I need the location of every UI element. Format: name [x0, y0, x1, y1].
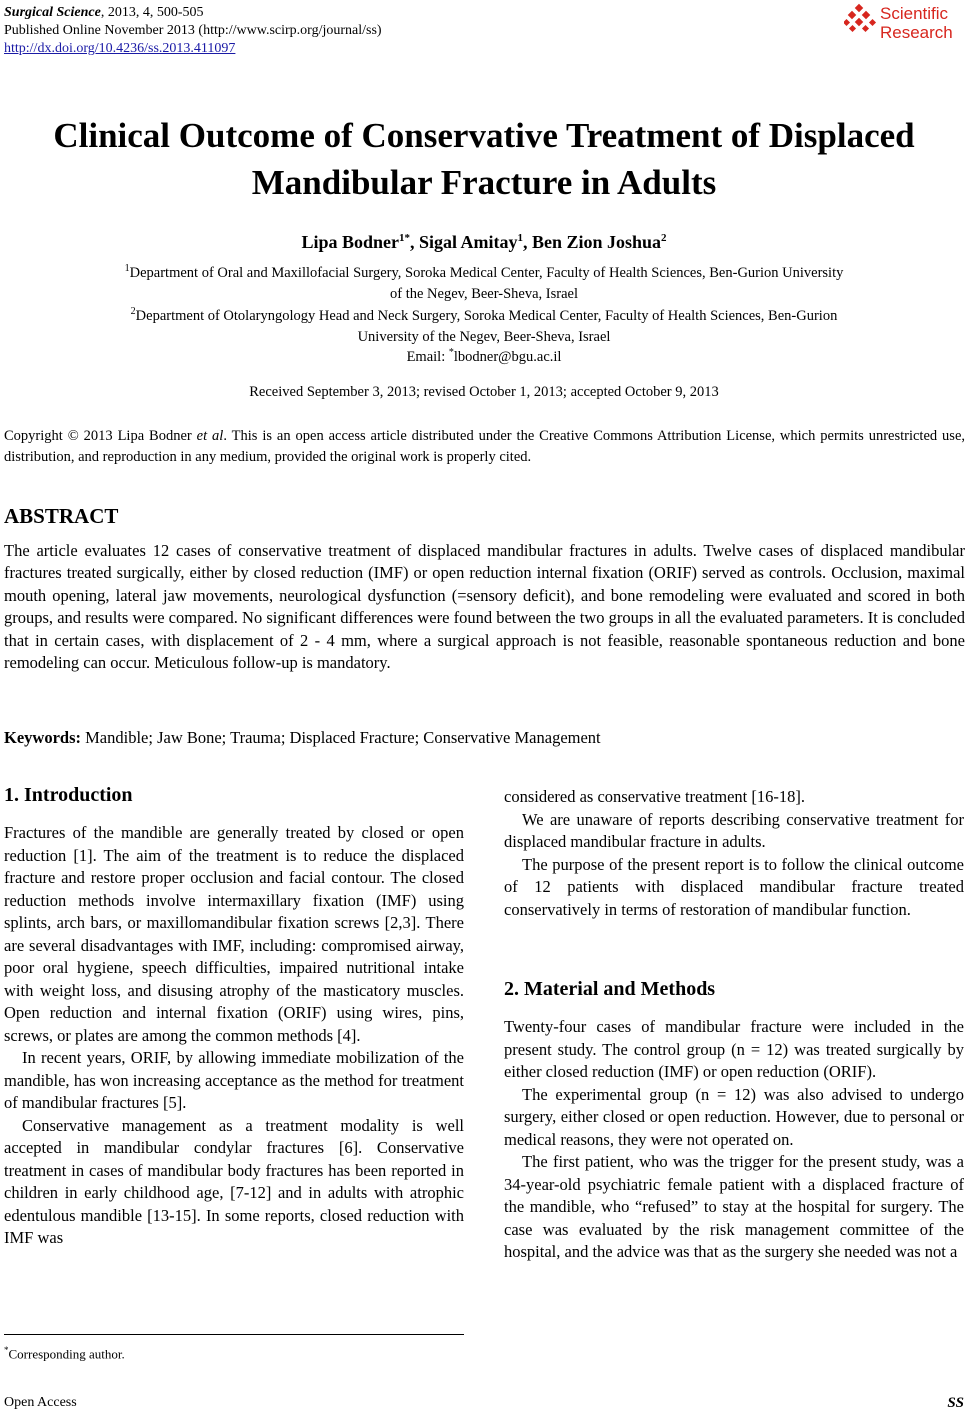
- email-line: [20, 342, 948, 368]
- received-dates: Received September 3, 2013; revised October 1, 2013; accepted October 9, 2013: [249, 384, 719, 400]
- doi-link[interactable]: http://dx.doi.org/10.4236/ss.2013.411097: [4, 41, 236, 56]
- author-3-sup: 2: [661, 232, 667, 244]
- citation-details: , 2013, 4, 500-505: [100, 5, 204, 20]
- aff2-sup: 2: [130, 306, 136, 317]
- right-paragraph-2: We are unaware of reports describing conservative treatment for displaced mandibular fracture in adults.: [504, 809, 964, 851]
- methods-paragraph-1: Twenty-four cases of mandibular fracture were included in the present study. The control group (n = 12) was treated surgically by either closed reduction (IMF) or open reduction (ORIF).: [504, 1017, 964, 1081]
- email-label: Email:: [406, 348, 449, 365]
- affiliation-1: [20, 258, 948, 305]
- keywords-label: Keywords:: [4, 728, 81, 747]
- journal-citation: [4, 4, 204, 22]
- author-1: Lipa Bodner: [301, 232, 399, 252]
- footnote-rule: [4, 1334, 464, 1335]
- abstract-text: The article evaluates 12 cases of conservative treatment of displaced mandibular fractures in adults. Twelve cases of displaced mandibular fractures treated surgically, either by closed reduction (IMF) or open reduction internal fixation (ORIF) served as controls. Occlusion, maximal mouth opening, lateral jaw movements, neurological dysfunction (=sensory deficit), and bone remodeling were evaluated and scored in both groups, and results were compared. No significant differences were found between the two groups in all the evaluated parameters. It is concluded that in certain cases, with displacement of 2 - 4 mm, where a surgical approach is not feasible, reasonable spontaneous reduction and bone remodeling can occur. Meticulous follow-up is mandatory.: [4, 541, 965, 673]
- right-column-methods: [504, 1016, 964, 1264]
- email-address[interactable]: lbodner@bgu.ac.il: [453, 348, 562, 365]
- author-1-sup: 1*: [398, 232, 410, 244]
- footnote-text: Corresponding author.: [8, 1346, 125, 1362]
- email-sup: *: [448, 347, 454, 358]
- section-heading-introduction: 1. Introduction: [4, 784, 133, 806]
- intro-paragraph-1: Fractures of the mandible are generally treated by closed or open reduction [1]. The aim of the treatment is to reduce the displaced fracture and restore proper occlusion and facial contour. The closed reduction methods involve intermaxillary fixation (IMF) using splints, arch bars, or maxillomandibular fixation screws [2,3]. There are several disadvantages with IMF, including: compromised airway, poor oral hygiene, speech difficulties, impaired nutritional intake with weight loss, and disusing atrophy of the masticatory muscles. Open reduction and internal fixation (ORIF) using wires, pins, screws, or plates are among the common methods [4].: [4, 823, 464, 1045]
- intro-paragraph-2: In recent years, ORIF, by allowing immediate mobilization of the mandible, has won increasing acceptance as the method for treatment of mandibular fractures [5].: [4, 1048, 464, 1112]
- author-2: , Sigal Amitay: [409, 232, 518, 252]
- copyright-pre: Copyright © 2013 Lipa Bodner: [4, 428, 197, 444]
- section-heading-methods: 2. Material and Methods: [504, 978, 716, 1000]
- footnote-sup: *: [4, 1345, 9, 1355]
- right-column-top: [504, 786, 964, 921]
- title-line-1: Clinical Outcome of Conservative Treatment of Displaced: [53, 116, 915, 155]
- copyright-etal: et al: [196, 428, 224, 444]
- right-paragraph-1: considered as conservative treatment [16-18].: [504, 787, 806, 806]
- intro-paragraph-3: Conservative management as a treatment modality is well accepted in mandibular condylar fractures [6]. Conservative treatment in cases of mandibular body fractures has been reported in children in early childhood age, [7-12] and in adults with atrophic edentulous mandible [13-15]. In some reports, closed reduction with IMF was: [4, 1115, 464, 1247]
- methods-paragraph-3: The first patient, who was the trigger for the present study, was a 34-year-old psychiatric female patient with a displaced fracture of the mandible, who “refused” to stay at the hospital for surgery. The case was evaluated by the risk management committee of the hospital, and the advice was that as the surgery she needed was not a: [504, 1152, 964, 1261]
- title-line-2: Mandibular Fracture in Adults: [251, 163, 717, 202]
- publisher-logo: [844, 2, 964, 42]
- scientific-research-logo-icon: [844, 2, 964, 42]
- logo-text-scientific: Scientific: [880, 4, 949, 23]
- keywords: [4, 728, 965, 748]
- right-paragraph-3: The purpose of the present report is to follow the clinical outcome of 12 patients with displaced mandibular fracture treated conservatively in terms of restoration of mandibular function.: [504, 854, 964, 919]
- keywords-text: Mandible; Jaw Bone; Trauma; Displaced Fracture; Conservative Management: [81, 728, 601, 747]
- copyright-notice: [4, 426, 965, 468]
- journal-name: Surgical Science: [4, 5, 101, 20]
- aff2-line1: Department of Otolaryngology Head and Neck Surgery, Soroka Medical Center, Faculty of Health Sciences, Ben-Gurion: [135, 307, 838, 324]
- published-online: Published Online November 2013 (http://www.scirp.org/journal/ss): [4, 23, 382, 38]
- author-3: , Ben Zion Joshua: [522, 232, 662, 252]
- footnote: [4, 1345, 125, 1362]
- aff1-sup: 1: [124, 263, 130, 274]
- footer-journal-abbrev: SS: [947, 1395, 964, 1411]
- aff1-line2: of the Negev, Beer-Sheva, Israel: [390, 285, 578, 302]
- methods-paragraph-2: The experimental group (n = 12) was also advised to undergo surgery, either closed or open reduction. However, due to personal or medical reasons, they were not operated on.: [504, 1084, 964, 1149]
- author-2-sup: 1: [517, 232, 523, 244]
- footer-open-access: Open Access: [4, 1395, 77, 1410]
- logo-text-research: Research: [880, 23, 953, 42]
- copyright-post: . This is an open access article distributed under the Creative Commons Attribution License, which permits unrestricted use, distribution, and reproduction in any medium, provided the original work is properly cited.: [4, 428, 966, 465]
- abstract-heading: ABSTRACT: [4, 504, 119, 528]
- left-column: [4, 822, 464, 1250]
- affiliation-2: [20, 301, 948, 348]
- author-list: [0, 232, 968, 253]
- aff1-line1: Department of Oral and Maxillofacial Surgery, Soroka Medical Center, Faculty of Health Sciences, Ben-Gurion University: [129, 264, 844, 281]
- paper-title: [0, 112, 968, 206]
- aff2-line2: University of the Negev, Beer-Sheva, Israel: [357, 328, 611, 345]
